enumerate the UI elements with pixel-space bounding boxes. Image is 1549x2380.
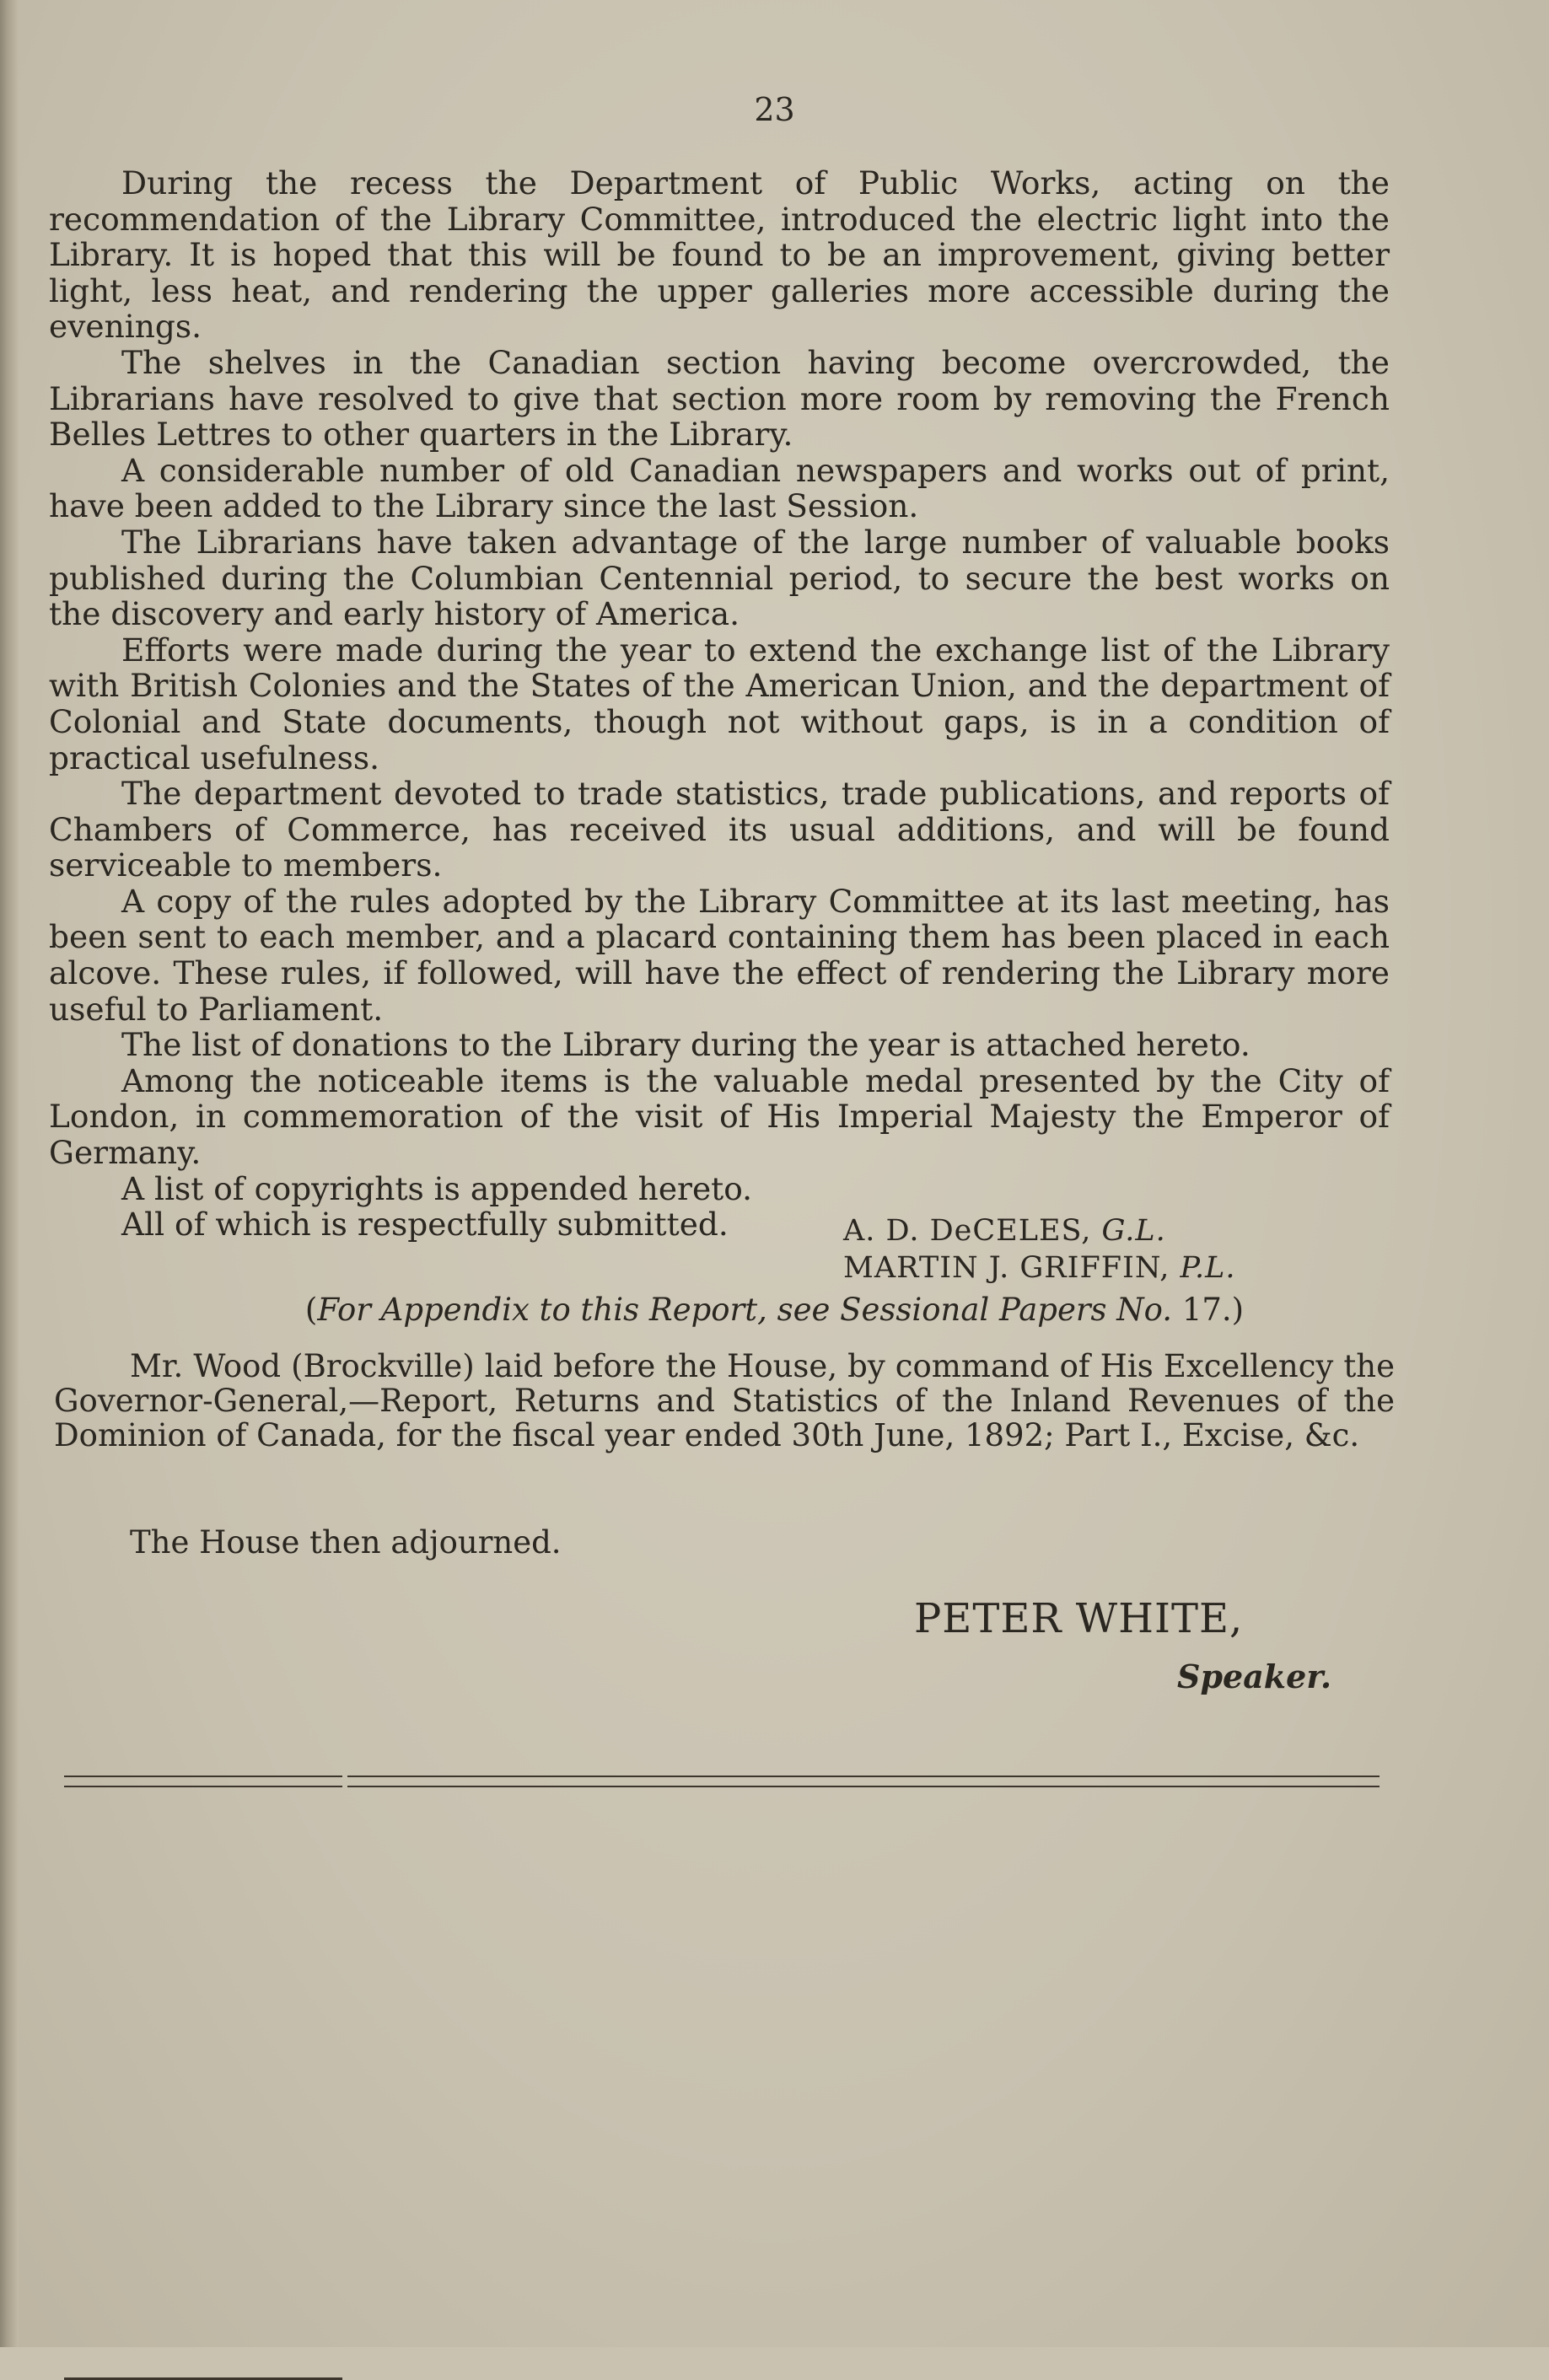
paragraph-old-newspapers: A considerable number of old Canadian newspapers and works out of print, have been added to the Library since the last Session. bbox=[49, 451, 1390, 525]
signatory-role: G.L. bbox=[1101, 1214, 1166, 1248]
book-spine-edge bbox=[0, 0, 19, 2347]
closing-double-rule-left-1-drawn bbox=[64, 1776, 342, 1777]
paragraph-inland-revenue: Mr. Wood (Brockville) laid before the House, by command of His Excellency the Governor-General,—Report, Returns and Statistics of the Inland Revenues of the Dominion of Canada, for the fiscal year ended 30th June, 1892; Part I., Excise, &c. bbox=[54, 1348, 1395, 1453]
paragraph-submitted: All of which is respectfully submitted. bbox=[121, 1206, 729, 1244]
signatory bbox=[843, 1249, 1235, 1287]
closing-double-rule-right-2-drawn bbox=[347, 1786, 1380, 1787]
appendix-note-text: For Appendix to this Report, see Sessional Papers No. bbox=[317, 1292, 1173, 1328]
paragraph-trade-statistics: The department devoted to trade statistics, trade publications, and reports of Chambers of Commerce, has received its usual additions, and will be found serviceable to members. bbox=[49, 775, 1390, 884]
paragraph-electric-light: During the recess the Department of Public Works, acting on the recommendation of the Library Committee, introduced the electric light into the Library. It is hoped that this will be found to be an improvement, giving better light, less heat, and rendering the upper galleries more accessible during the evenings. bbox=[49, 164, 1390, 346]
inland-revenue-section bbox=[54, 1349, 1395, 1453]
appendix-note: (For Appendix to this Report, see Sessional Papers No. 17.) bbox=[304, 1292, 1245, 1328]
signatory-role: P.L. bbox=[1180, 1251, 1236, 1285]
paragraph-exchange-list: Efforts were made during the year to extend the exchange list of the Library with British Colonies and the States of the American Union, and the department of Colonial and State documents, though not without gaps, is in a condition of practical usefulness. bbox=[49, 631, 1390, 776]
appendix-note-number: 17. bbox=[1181, 1292, 1232, 1328]
signatory-name: A. D. DeCELES, bbox=[843, 1214, 1092, 1248]
library-report-body bbox=[49, 165, 1390, 1243]
page-number: 23 bbox=[754, 91, 795, 128]
signature-block bbox=[843, 1212, 1235, 1287]
signatory bbox=[843, 1212, 1235, 1249]
paragraph-library-rules: A copy of the rules adopted by the Library Committee at its last meeting, has been sent to each member, and a placard containing them has been placed in each alcove. These rules, if followed, will have the effect of rendering the Library more useful to Parliament. bbox=[49, 882, 1390, 1028]
speaker-name: PETER WHITE, bbox=[914, 1595, 1244, 1642]
paragraph-donations: The list of donations to the Library during the year is attached hereto. bbox=[121, 1026, 1250, 1064]
closing-double-rule-left-2-drawn bbox=[64, 1786, 342, 1787]
speaker-title: Speaker. bbox=[1177, 1657, 1332, 1695]
paragraph-copyrights: A list of copyrights is appended hereto. bbox=[121, 1169, 753, 1207]
signatory-name: MARTIN J. GRIFFIN, bbox=[843, 1251, 1170, 1285]
paragraph-medal: Among the noticeable items is the valuable medal presented by the City of London, in commemoration of the visit of His Imperial Majesty the Emperor of Germany. bbox=[49, 1061, 1390, 1172]
adjournment-line: The House then adjourned. bbox=[130, 1524, 562, 1561]
paragraph-canadian-section: The shelves in the Canadian section having become overcrowded, the Librarians have resolved to give that section more room by removing the French Belles Lettres to other quarters in the Library. bbox=[49, 343, 1390, 454]
closing-double-rule-right-1-drawn bbox=[347, 1776, 1380, 1777]
paragraph-columbian-books: The Librarians have taken advantage of the large number of valuable books published during the Columbian Centennial period, to secure the best works on the discovery and early history of America. bbox=[49, 523, 1390, 633]
